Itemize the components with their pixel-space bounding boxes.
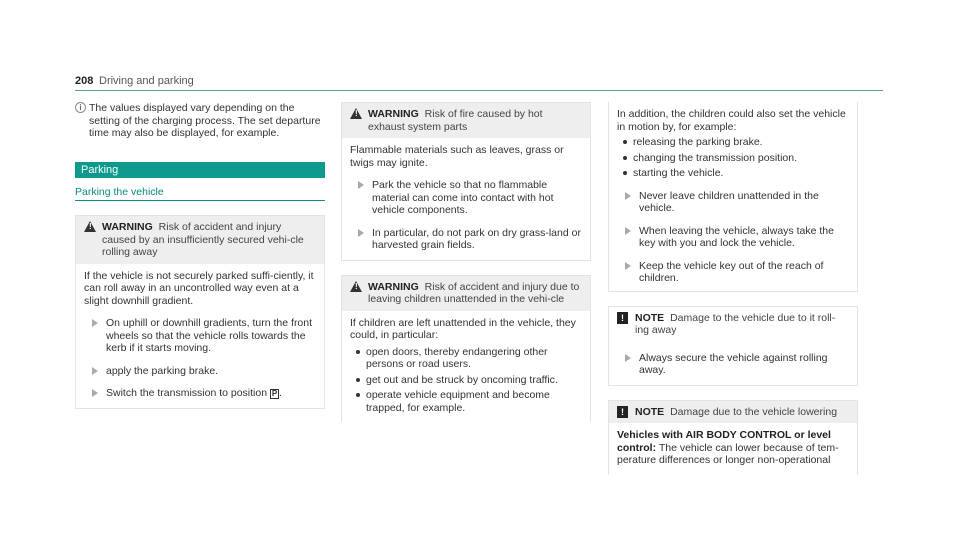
note-header bbox=[609, 401, 857, 424]
column-3 bbox=[608, 102, 858, 475]
step-text: Keep the vehicle key out of the reach of children. bbox=[639, 259, 824, 284]
bullet-icon bbox=[623, 140, 627, 144]
note-header bbox=[609, 307, 857, 342]
bullet-icon bbox=[623, 171, 627, 175]
note-icon: ! bbox=[617, 312, 628, 324]
step-arrow-icon bbox=[92, 389, 98, 397]
list-item-text: get out and be struck by oncoming traffic. bbox=[366, 373, 558, 386]
step-item bbox=[350, 227, 582, 252]
list-item bbox=[617, 167, 849, 180]
bullet-icon bbox=[356, 350, 360, 354]
warning-body-text: If children are left unattended in the vehicle, they could, in particular: bbox=[350, 316, 576, 341]
list-item bbox=[617, 152, 849, 165]
step-item bbox=[350, 179, 582, 217]
section-heading: Parking bbox=[75, 162, 325, 178]
step-item bbox=[617, 225, 849, 250]
note-bold-heading: Vehicles with AIR BODY CONTROL or level control: bbox=[617, 429, 831, 454]
info-note-text: The values displayed vary depending on the setting of the charging process. The set departure time may also be displayed, for example. bbox=[89, 102, 321, 139]
step-arrow-icon bbox=[625, 227, 631, 235]
list-item bbox=[350, 346, 582, 371]
warning-text: Risk of fire caused by hot exhaust system parts bbox=[368, 108, 543, 133]
bullet-icon bbox=[356, 378, 360, 382]
warning-triangle-icon: ! bbox=[350, 281, 362, 292]
step-text: Park the vehicle so that no flammable material can come into contact with hot vehicle components. bbox=[372, 179, 554, 216]
warning-triangle-icon: ! bbox=[84, 221, 96, 232]
step-item bbox=[84, 387, 316, 400]
step-text: Switch the transmission to position bbox=[106, 387, 268, 399]
warning-header bbox=[342, 103, 590, 138]
list-item bbox=[350, 389, 582, 414]
list-item bbox=[617, 136, 849, 149]
warning-box-children bbox=[341, 275, 591, 423]
warning-box-fire bbox=[341, 102, 591, 261]
park-gear-icon: P bbox=[271, 389, 278, 398]
warning-text: Risk of accident and injury caused by an insufficiently secured vehi-cle rolling away bbox=[102, 221, 304, 258]
step-text: When leaving the vehicle, always take the key with you and lock the vehicle. bbox=[639, 224, 834, 249]
note-keyword: NOTE bbox=[635, 405, 665, 418]
warning-body-text: If the vehicle is not securely parked suffi-ciently, it can roll away in an uncontrolled way even at a slight downhill gradient. bbox=[84, 269, 314, 307]
step-arrow-icon bbox=[92, 367, 98, 375]
bullet-icon bbox=[356, 393, 360, 397]
note-body bbox=[609, 352, 857, 385]
warning-body bbox=[342, 138, 590, 260]
warning-keyword: WARNING bbox=[368, 280, 419, 293]
list-item bbox=[350, 374, 582, 387]
note-body-text: The vehicle can lower because of tem-perature differences or longer non-operational bbox=[617, 441, 839, 466]
step-text: Never leave children unattended in the vehicle. bbox=[639, 189, 819, 214]
warning-header bbox=[76, 216, 324, 264]
continued-intro: In addition, the children could also set the vehicle in motion by, for example: bbox=[617, 108, 846, 133]
step-item bbox=[84, 365, 316, 378]
step-text: Always secure the vehicle against rolling away. bbox=[639, 351, 828, 376]
note-box-rolling bbox=[608, 306, 858, 386]
page-number: 208 bbox=[75, 75, 94, 87]
step-arrow-icon bbox=[625, 192, 631, 200]
subsection-heading: Parking the vehicle bbox=[75, 186, 325, 202]
warning-body-text: Flammable materials such as leaves, grass or twigs may ignite. bbox=[350, 144, 564, 169]
step-arrow-icon bbox=[358, 229, 364, 237]
step-item bbox=[617, 352, 849, 377]
step-arrow-icon bbox=[625, 354, 631, 362]
warning-box-rolling bbox=[75, 215, 325, 409]
warning-box-children-continued bbox=[608, 102, 858, 292]
step-item bbox=[617, 190, 849, 215]
list-item-text: changing the transmission position. bbox=[633, 151, 798, 164]
step-arrow-icon bbox=[358, 181, 364, 189]
list-item-text: starting the vehicle. bbox=[633, 167, 724, 179]
note-box-lowering bbox=[608, 400, 858, 475]
warning-body bbox=[342, 311, 590, 423]
warning-continued-body bbox=[609, 102, 857, 291]
warning-text: Risk of accident and injury due to leaving children unattended in the vehi-cle bbox=[368, 280, 580, 305]
bullet-list bbox=[350, 346, 582, 415]
list-item-text: operate vehicle equipment and become trapped, for example. bbox=[366, 389, 550, 414]
warning-triangle-icon: ! bbox=[350, 108, 362, 119]
step-arrow-icon bbox=[92, 319, 98, 327]
page-header bbox=[75, 75, 883, 91]
note-keyword: NOTE bbox=[635, 311, 665, 324]
note-text: Damage due to the vehicle lowering bbox=[670, 405, 838, 418]
warning-body bbox=[76, 264, 324, 408]
warning-keyword: WARNING bbox=[368, 108, 419, 120]
step-item bbox=[617, 260, 849, 285]
step-suffix: . bbox=[279, 387, 282, 399]
warning-header bbox=[342, 276, 590, 311]
step-text: In particular, do not park on dry grass-land or harvested grain fields. bbox=[372, 226, 581, 251]
info-note bbox=[75, 102, 325, 140]
page-title: Driving and parking bbox=[99, 75, 194, 87]
list-item-text: releasing the parking brake. bbox=[633, 136, 763, 148]
step-text: apply the parking brake. bbox=[106, 364, 219, 377]
info-icon: i bbox=[75, 102, 86, 113]
warning-keyword: WARNING bbox=[102, 221, 153, 233]
column-2 bbox=[341, 102, 591, 422]
bullet-icon bbox=[623, 156, 627, 160]
list-item-text: open doors, thereby endangering other persons or road users. bbox=[366, 345, 548, 370]
step-arrow-icon bbox=[625, 262, 631, 270]
note-body bbox=[609, 423, 857, 475]
note-icon: ! bbox=[617, 406, 628, 418]
step-item bbox=[84, 317, 316, 355]
bullet-list bbox=[617, 136, 849, 180]
column-1 bbox=[75, 102, 325, 409]
note-text: Damage to the vehicle due to it roll-ing away bbox=[635, 311, 836, 336]
step-text: On uphill or downhill gradients, turn the front wheels so that the vehicle rolls towards the kerb if it starts moving. bbox=[106, 317, 313, 354]
